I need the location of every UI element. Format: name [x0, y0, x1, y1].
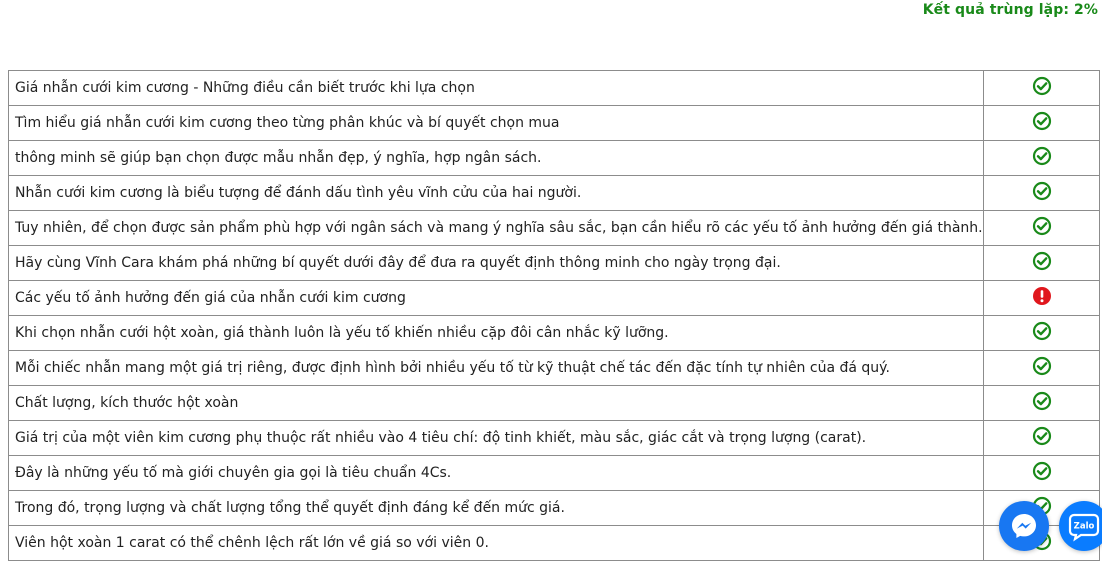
result-row [9, 211, 1100, 246]
result-row [9, 421, 1100, 456]
sentence-text: Đây là những yếu tố mà giới chuyên gia gọi là tiêu chuẩn 4Cs. [15, 465, 452, 481]
check-circle-icon [1032, 426, 1052, 446]
status-cell [984, 386, 1100, 421]
result-row [9, 351, 1100, 386]
sentence-cell [9, 421, 984, 456]
check-circle-icon [1032, 251, 1052, 271]
sentence-text: Các yếu tố ảnh hưởng đến giá của nhẫn cưới kim cương [15, 290, 406, 306]
sentence-cell [9, 491, 984, 526]
status-cell [984, 316, 1100, 351]
sentence-cell [9, 176, 984, 211]
sentence-cell [9, 246, 984, 281]
sentence-cell [9, 526, 984, 561]
check-circle-icon [1032, 111, 1052, 131]
check-circle-icon [1032, 461, 1052, 481]
sentence-text: Hãy cùng Vĩnh Cara khám phá những bí quyết dưới đây để đưa ra quyết định thông minh cho ngày trọng đại. [15, 255, 781, 271]
result-row [9, 456, 1100, 491]
status-cell [984, 351, 1100, 386]
check-circle-icon [1032, 391, 1052, 411]
duplicate-result-label: Kết quả trùng lặp: 2% [922, 2, 1098, 18]
sentence-text: Trong đó, trọng lượng và chất lượng tổng thể quyết định đáng kể đến mức giá. [15, 500, 565, 516]
sentence-text: Tuy nhiên, để chọn được sản phẩm phù hợp với ngân sách và mang ý nghĩa sâu sắc, bạn cần hiểu rõ các yếu tố ảnh hưởng đến giá thành. [15, 220, 983, 236]
sentence-cell [9, 386, 984, 421]
sentence-text: Giá trị của một viên kim cương phụ thuộc rất nhiều vào 4 tiêu chí: độ tinh khiết, màu sắc, giác cắt và trọng lượng (carat). [15, 430, 867, 446]
check-circle-icon [1032, 181, 1052, 201]
result-row [9, 176, 1100, 211]
sentence-cell [9, 351, 984, 386]
zalo-chat-button[interactable] [1059, 501, 1102, 551]
sentence-text: Khi chọn nhẫn cưới hột xoàn, giá thành luôn là yếu tố khiến nhiều cặp đôi cân nhắc kỹ lưỡng. [15, 325, 669, 341]
status-cell [984, 141, 1100, 176]
results-table-body [9, 71, 1100, 561]
check-circle-icon [1032, 321, 1052, 341]
sentence-cell [9, 71, 984, 106]
sentence-text: Nhẫn cưới kim cương là biểu tượng để đánh dấu tình yêu vĩnh cửu của hai người. [15, 185, 582, 201]
status-cell [984, 456, 1100, 491]
check-circle-icon [1032, 146, 1052, 166]
result-row [9, 386, 1100, 421]
result-row [9, 281, 1100, 316]
result-row [9, 106, 1100, 141]
sentence-text: Mỗi chiếc nhẫn mang một giá trị riêng, được định hình bởi nhiều yếu tố từ kỹ thuật chế tác đến đặc tính tự nhiên của đá quý. [15, 360, 890, 376]
sentence-cell [9, 141, 984, 176]
status-cell [984, 71, 1100, 106]
messenger-chat-button[interactable] [999, 501, 1049, 551]
sentence-cell [9, 281, 984, 316]
sentence-cell [9, 456, 984, 491]
status-cell [984, 281, 1100, 316]
result-row [9, 71, 1100, 106]
results-table [8, 70, 1100, 561]
sentence-text: Giá nhẫn cưới kim cương - Những điều cần biết trước khi lựa chọn [15, 80, 475, 96]
status-cell [984, 421, 1100, 456]
status-cell [984, 176, 1100, 211]
exclamation-circle-icon [1032, 286, 1052, 306]
sentence-text: Chất lượng, kích thước hột xoàn [15, 395, 239, 411]
sentence-cell [9, 316, 984, 351]
sentence-text: Viên hột xoàn 1 carat có thể chênh lệch rất lớn về giá so với viên 0. [15, 535, 489, 551]
sentence-text: Tìm hiểu giá nhẫn cưới kim cương theo từng phân khúc và bí quyết chọn mua [15, 115, 560, 131]
check-circle-icon [1032, 216, 1052, 236]
result-row [9, 526, 1100, 561]
result-row [9, 141, 1100, 176]
check-circle-icon [1032, 76, 1052, 96]
sentence-text: thông minh sẽ giúp bạn chọn được mẫu nhẫn đẹp, ý nghĩa, hợp ngân sách. [15, 150, 542, 166]
status-cell [984, 246, 1100, 281]
sentence-cell [9, 211, 984, 246]
result-row [9, 246, 1100, 281]
zalo-label: Zalo [1073, 521, 1095, 532]
sentence-cell [9, 106, 984, 141]
status-cell [984, 211, 1100, 246]
messenger-icon [1009, 511, 1039, 541]
status-cell [984, 106, 1100, 141]
check-circle-icon [1032, 356, 1052, 376]
result-row [9, 491, 1100, 526]
zalo-icon [1067, 509, 1101, 543]
result-row [9, 316, 1100, 351]
